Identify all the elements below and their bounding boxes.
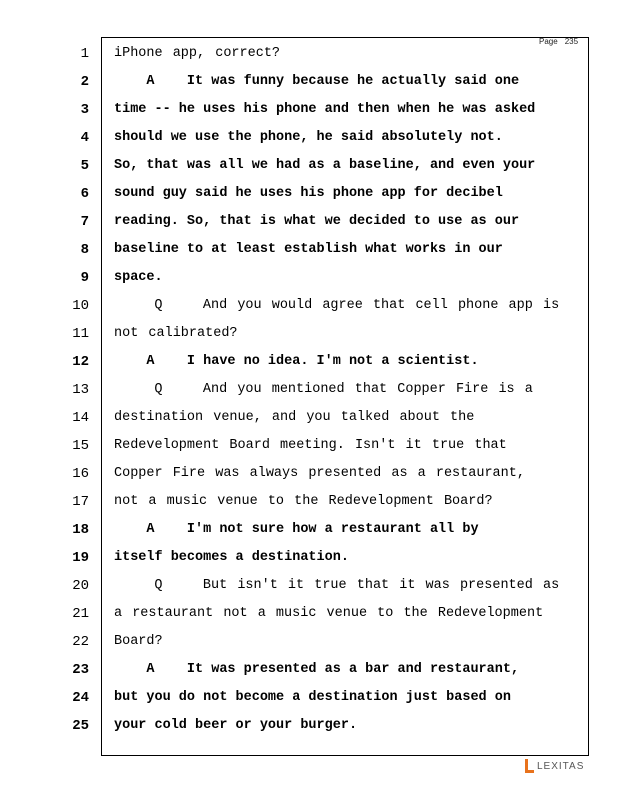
line-number: 22 xyxy=(72,634,89,650)
line-number: 8 xyxy=(80,242,89,258)
line-number: 20 xyxy=(72,578,89,594)
transcript-line-text: not calibrated? xyxy=(114,326,238,341)
page-number: 235 xyxy=(564,37,579,46)
line-number: 2 xyxy=(80,74,89,90)
lexitas-logo xyxy=(524,758,584,774)
transcript-line-text: destination venue, and you talked about the xyxy=(114,410,475,425)
transcript-line-text: sound guy said he uses his phone app for decibel xyxy=(114,186,503,201)
line-number: 6 xyxy=(80,186,89,202)
transcript-line-text: not a music venue to the Redevelopment Board? xyxy=(114,494,493,509)
line-number: 24 xyxy=(72,690,89,706)
transcript-line-text: Copper Fire was always presented as a restaurant, xyxy=(114,466,525,481)
line-number: 10 xyxy=(72,298,89,314)
line-number: 13 xyxy=(72,382,89,398)
lexitas-logo-icon xyxy=(524,759,534,773)
transcript-line-text: your cold beer or your burger. xyxy=(114,718,358,733)
transcript-line-text: So, that was all we had as a baseline, and even your xyxy=(114,158,536,173)
line-number: 3 xyxy=(80,102,89,118)
transcript-line-text: A It was presented as a bar and restaurant, xyxy=(114,662,520,677)
line-number: 11 xyxy=(72,326,89,342)
line-number: 9 xyxy=(80,270,89,286)
transcript-line-text: iPhone app, correct? xyxy=(114,46,281,61)
line-number: 17 xyxy=(72,494,89,510)
line-number: 23 xyxy=(72,662,89,678)
line-number: 18 xyxy=(72,522,89,538)
transcript-line-text: itself becomes a destination. xyxy=(114,550,349,565)
transcript-line-text: A I have no idea. I'm not a scientist. xyxy=(114,354,479,369)
transcript-line-text: space. xyxy=(114,270,163,285)
transcript-line-text: time -- he uses his phone and then when he was asked xyxy=(114,102,536,117)
transcript-line-text: Redevelopment Board meeting. Isn't it true that xyxy=(114,438,507,453)
transcript-line-text: Q And you mentioned that Copper Fire is a xyxy=(114,382,533,397)
line-number: 15 xyxy=(72,438,89,454)
transcript-line-text: should we use the phone, he said absolutely not. xyxy=(114,130,503,145)
line-number: 12 xyxy=(72,354,89,370)
transcript-line-text: reading. So, that is what we decided to use as our xyxy=(114,214,520,229)
page-label-text: Page xyxy=(539,37,558,46)
transcript-line-text: A I'm not sure how a restaurant all by xyxy=(114,522,479,537)
transcript-line-text: Q And you would agree that cell phone app is xyxy=(114,298,560,313)
line-number: 14 xyxy=(72,410,89,426)
line-number: 7 xyxy=(80,214,89,230)
transcript-line-text: a restaurant not a music venue to the Redevelopment xyxy=(114,606,544,621)
line-number: 4 xyxy=(80,130,89,146)
transcript-line-text: baseline to at least establish what works in our xyxy=(114,242,503,257)
line-number: 19 xyxy=(72,550,89,566)
line-number: 21 xyxy=(72,606,89,622)
lexitas-logo-text: LEXITAS xyxy=(537,760,585,772)
line-number: 5 xyxy=(80,158,89,174)
transcript-line-text: Q But isn't it true that it was presented as xyxy=(114,578,560,593)
line-number: 1 xyxy=(80,46,89,62)
transcript-line-text: but you do not become a destination just based on xyxy=(114,690,511,705)
line-number: 16 xyxy=(72,466,89,482)
transcript-line-text: Board? xyxy=(114,634,163,649)
transcript-line-text: A It was funny because he actually said one xyxy=(114,74,520,89)
line-number: 25 xyxy=(72,718,89,734)
